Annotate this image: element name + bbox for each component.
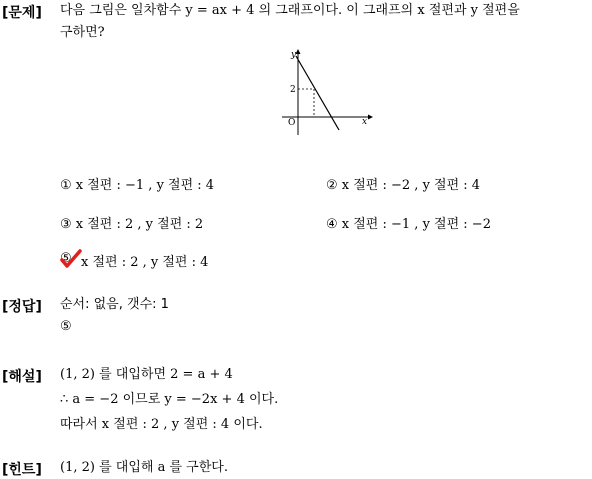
option-3[interactable]: ③ x 절편 : 2 , y 절편 : 2 (60, 217, 204, 232)
answer-line2: ⑤ (60, 319, 72, 334)
option-2[interactable]: ② x 절편 : −2 , y 절편 : 4 (326, 178, 481, 193)
explanation-line1: (1, 2) 를 대입하면 2 = a + 4 (60, 367, 233, 382)
function-line (296, 56, 339, 130)
hint-label: [힌트] (2, 462, 42, 478)
checkmark-icon (60, 249, 82, 269)
explanation-line2: ∴ a = −2 이므로 y = −2x + 4 이다. (60, 392, 279, 407)
x-axis-label: x (362, 117, 368, 127)
hint-line1: (1, 2) 를 대입해 a 를 구한다. (60, 460, 228, 475)
option-4[interactable]: ④ x 절편 : −1 , y 절편 : −2 (326, 217, 491, 232)
option-1[interactable]: ① x 절편 : −1 , y 절편 : 4 (60, 178, 215, 193)
origin-label: O (288, 118, 296, 128)
option-5-symbol[interactable]: ⑤ (60, 251, 72, 266)
problem-text-line2: 구하면? (60, 25, 105, 40)
explanation-line3: 따라서 x 절편 : 2 , y 절편 : 4 이다. (60, 417, 263, 432)
explanation-label: [해설] (2, 369, 42, 385)
answer-label: [정답] (2, 299, 42, 315)
y-axis-label: y (291, 50, 297, 60)
option-5[interactable]: x 절편 : 2 , y 절편 : 4 (81, 255, 209, 270)
answer-line1: 순서: 없음, 갯수: 1 (60, 297, 169, 312)
problem-label: [문제] (2, 5, 42, 21)
x-axis-arrowhead (368, 115, 373, 120)
y-tick-label: 2 (290, 85, 296, 95)
linear-function-graph (278, 45, 373, 137)
y-axis-arrowhead (296, 49, 301, 54)
problem-text-line1: 다음 그림은 일차함수 y = ax + 4 의 그래프이다. 이 그래프의 x 절편과 y 절편을 (60, 3, 520, 18)
